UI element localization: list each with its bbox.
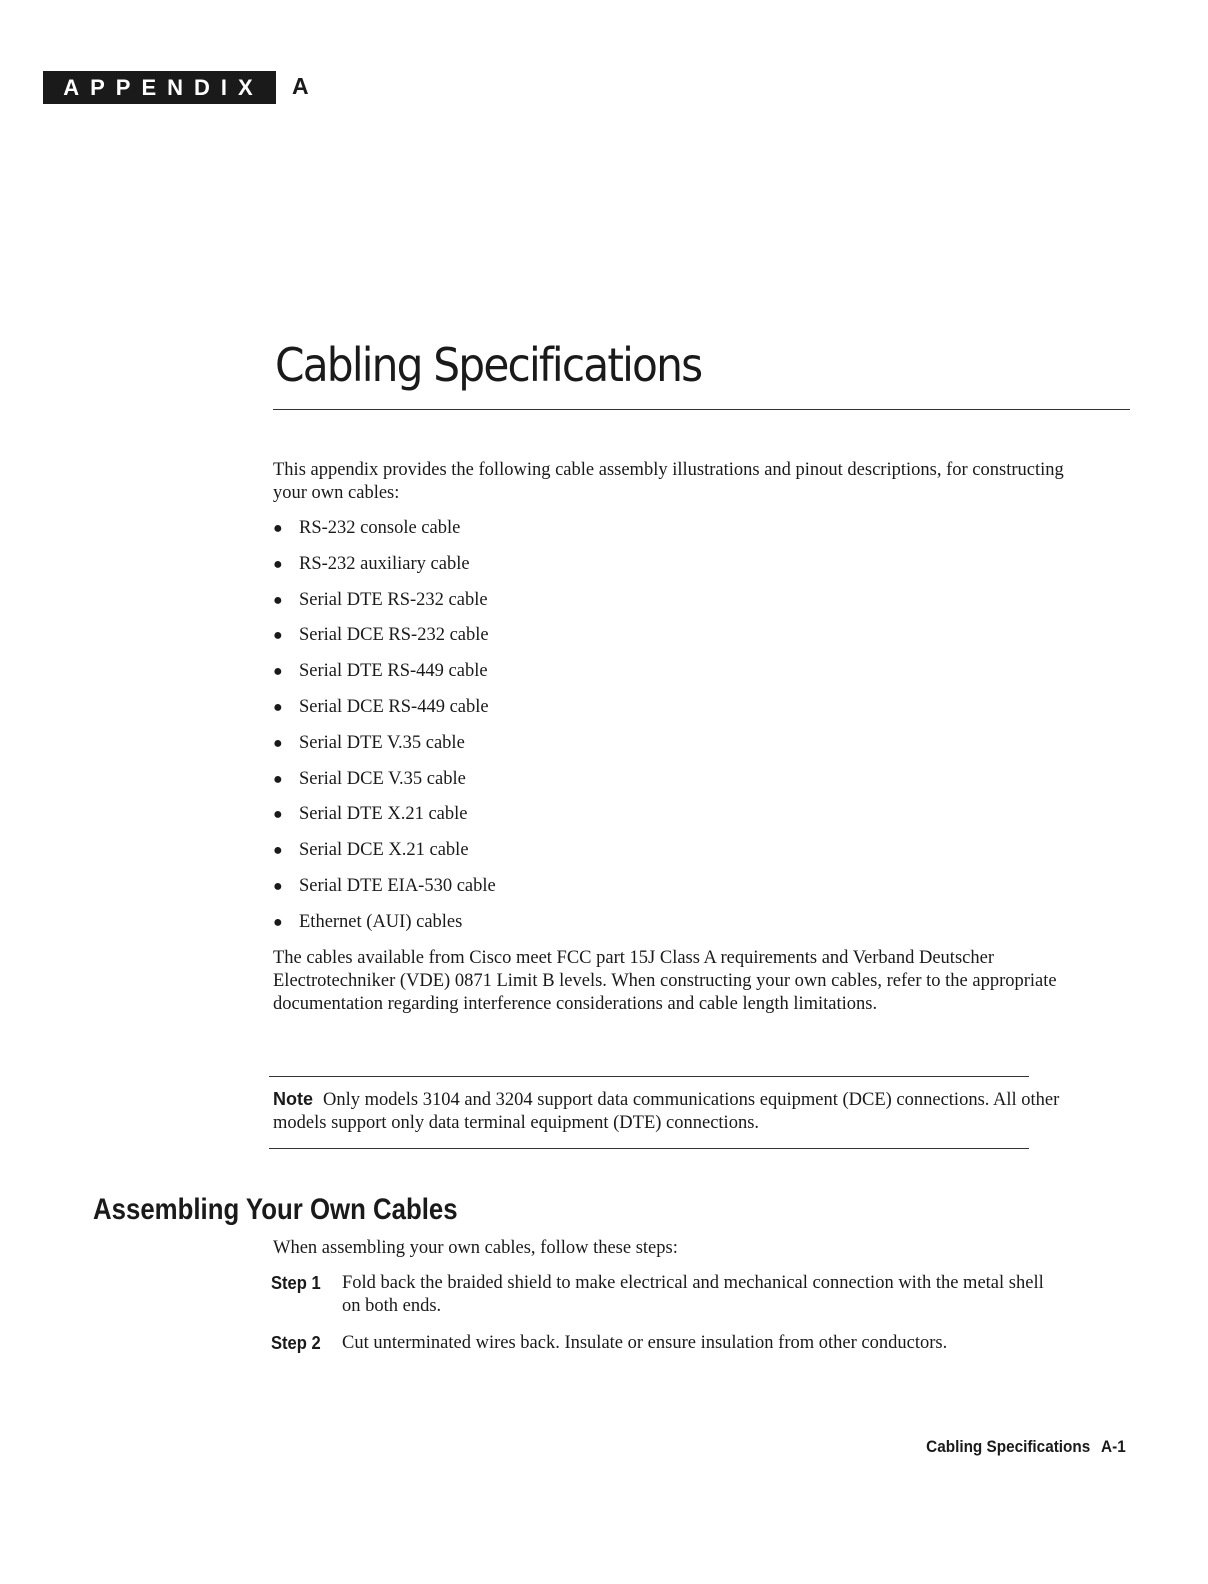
list-item [273,624,496,660]
bullet-icon: ● [273,913,283,931]
cable-list [273,517,496,947]
section-heading: Assembling Your Own Cables [93,1193,458,1226]
list-item [273,696,496,732]
list-item-text: RS-232 auxiliary cable [299,553,470,574]
bullet-icon: ● [273,698,283,716]
list-item-text: Serial DCE V.35 cable [299,768,466,789]
list-item-text: Ethernet (AUI) cables [299,911,463,932]
list-item-text: Serial DTE V.35 cable [299,732,465,753]
page-title: Cabling Specifications [275,338,702,392]
title-divider [273,409,1130,410]
bullet-icon: ● [273,734,283,752]
list-item [273,660,496,696]
bullet-icon: ● [273,520,283,537]
bullet-icon: ● [273,591,283,609]
list-item-text: RS-232 console cable [299,518,461,538]
bullet-icon: ● [273,663,283,681]
note-label: Note [273,1089,313,1109]
note-divider-bottom [269,1148,1029,1149]
list-item [273,839,496,875]
list-item [273,875,496,911]
steps-intro: When assembling your own cables, follow these steps: [273,1238,678,1258]
step-label: Step 2 [271,1333,321,1353]
note-text: Only models 3104 and 3204 support data communications equipment (DCE) connections. All other models support only data terminal equipment (DTE) connections. [273,1090,1060,1133]
list-item-text: Serial DCE X.21 cable [299,840,469,861]
list-item [273,589,496,625]
list-item [273,732,496,768]
list-item-text: Serial DCE RS-449 cable [299,696,489,717]
list-item [273,911,496,947]
closing-paragraph: The cables available from Cisco meet FCC part 15J Class A requirements and Verband Deutscher Electrotechniker (VDE) 0871 Limit B levels. When constructing your own cables, refer to the appropriate documentation regarding interference considerations and cable length limitations. [273,948,1057,1014]
list-item [273,553,496,589]
page-number: A-1 [1101,1437,1126,1456]
appendix-letter: A [292,73,309,99]
step-row [271,1332,1071,1355]
list-item-text: Serial DCE RS-232 cable [299,625,489,646]
bullet-icon: ● [273,770,283,788]
list-item-text: Serial DTE RS-232 cable [299,589,488,610]
appendix-banner [43,71,276,104]
footer-title: Cabling Specifications [926,1437,1091,1456]
step-text: Fold back the braided shield to make electrical and mechanical connection with the metal shell on both ends. [342,1273,1044,1316]
step-label: Step 1 [271,1273,321,1293]
list-item [273,768,496,804]
step-row [271,1272,1071,1318]
intro-paragraph: This appendix provides the following cable assembly illustrations and pinout descriptions, for constructing your own cables: [273,460,1064,503]
bullet-icon: ● [273,555,283,573]
page-footer [926,1437,1126,1457]
bullet-icon: ● [273,842,283,860]
note-divider-top [269,1076,1029,1077]
note-block [273,1088,1073,1135]
step-text: Cut unterminated wires back. Insulate or ensure insulation from other conductors. [342,1333,948,1353]
list-item [273,803,496,839]
bullet-icon: ● [273,877,283,895]
bullet-icon: ● [273,806,283,824]
list-item-text: Serial DTE RS-449 cable [299,661,488,682]
appendix-label: APPENDIX [63,74,264,100]
list-item [273,517,496,553]
list-item-text: Serial DTE X.21 cable [299,804,468,825]
bullet-icon: ● [273,627,283,645]
list-item-text: Serial DTE EIA-530 cable [299,875,496,896]
